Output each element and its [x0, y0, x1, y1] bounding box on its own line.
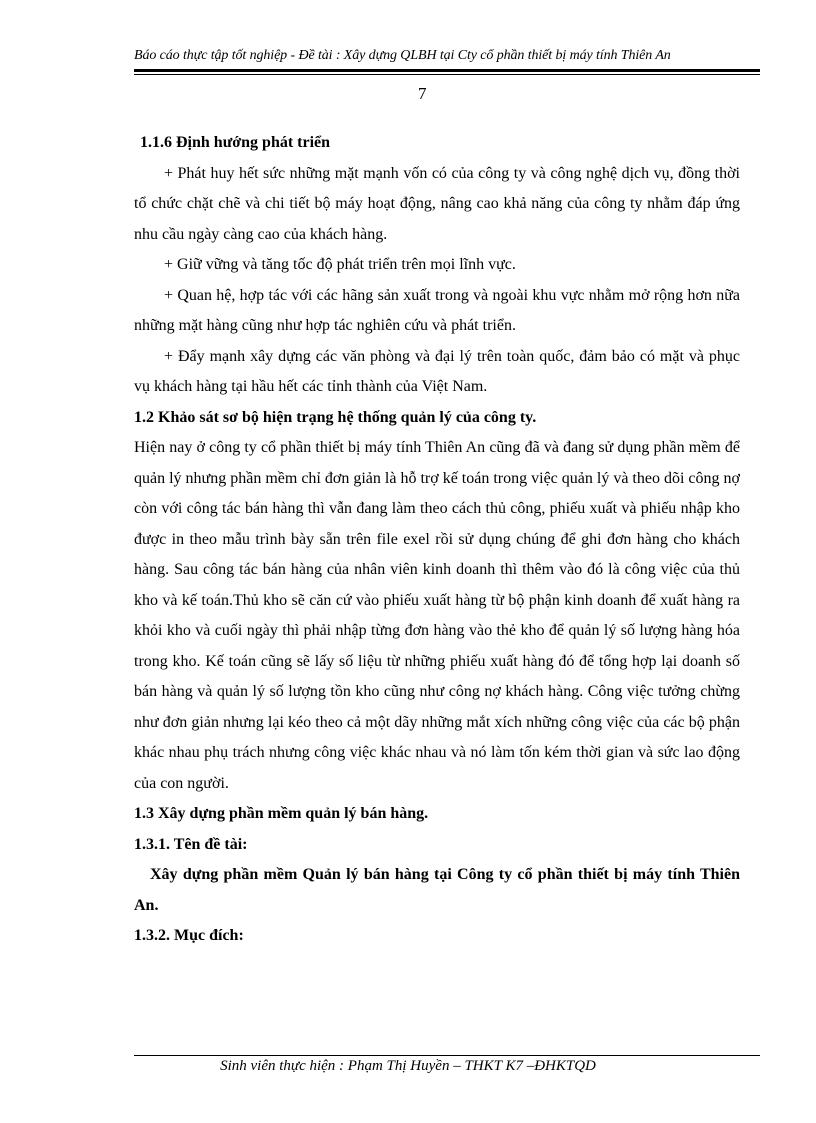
bullet-item: + Phát huy hết sức những mặt mạnh vốn có của công ty và công nghệ dịch vụ, đồng thời tổ chức chặt chẽ và chi tiết bộ máy hoạt động, nâng cao khả năng của công ty nhằm đáp ứng nhu cầu ngày càng cao của khách hàng.: [134, 164, 740, 243]
section-heading-1-1-6: 1.1.6 Định hướng phát triển: [140, 134, 331, 151]
subsection-heading-1-3-2: 1.3.2. Mục đích:: [134, 927, 244, 944]
section-heading-1-3: 1.3 Xây dựng phần mềm quản lý bán hàng.: [134, 805, 429, 822]
bullet-item: + Đẩy mạnh xây dựng các văn phòng và đại lý trên toàn quốc, đảm bảo có mặt và phục vụ khách hàng tại hầu hết các tỉnh thành của Việt Nam.: [134, 347, 740, 395]
project-title: Xây dựng phần mềm Quản lý bán hàng tại Công ty cổ phần thiết bị máy tính Thiên An.: [134, 866, 740, 914]
bullet-item: + Giữ vững và tăng tốc độ phát triển trên mọi lĩnh vực.: [164, 256, 516, 273]
header-rule-thin: [134, 74, 760, 75]
section-heading-1-2: 1.2 Khảo sát sơ bộ hiện trạng hệ thống quản lý của công ty.: [134, 408, 537, 426]
subsection-heading-1-3-1: 1.3.1. Tên đề tài:: [134, 835, 248, 853]
document-body: [134, 128, 740, 952]
footer-rule: [134, 1055, 760, 1056]
body-paragraph: Hiện nay ở công ty cổ phần thiết bị máy tính Thiên An cũng đã và đang sử dụng phần mềm để quản lý nhưng phần mềm chỉ đơn giản là hỗ trợ kế toán trong việc quản lý và theo dõi công nợ còn với công tác bán hàng thì vẫn đang làm theo cách thủ công, phiếu xuất và phiếu nhập kho được in theo mẫu trình bày sẵn trên file exel rồi sử dụng chúng để ghi đơn hàng cho khách hàng. Sau công tác bán hàng của nhân viên kinh doanh thì thêm vào đó là công việc của thủ kho và kế toán.Thủ kho sẽ căn cứ vào phiếu xuất hàng từ bộ phận kinh doanh để xuất hàng ra khỏi kho và cuối ngày thì phải nhập từng đơn hàng vào thẻ kho để quản lý số lượng hàng hóa trong kho. Kế toán cũng sẽ lấy số liệu từ những phiếu xuất hàng đó để tổng hợp lại doanh số bán hàng và quản lý số lượng tồn kho cũng như công nợ khách hàng. Công việc tưởng chừng như đơn giản nhưng lại kéo theo cả một dãy những mắt xích những công việc của các bộ phận khác nhau phụ trách nhưng công việc khác nhau và nó làm tốn kém thời gian và sức lao động của con người.: [134, 439, 740, 792]
running-header: Báo cáo thực tập tốt nghiệp - Đề tài : Xây dựng QLBH tại Cty cổ phần thiết bị máy tính Thiên An: [134, 48, 671, 63]
page-number: 7: [418, 84, 427, 103]
header-rule-thick: [134, 69, 760, 72]
running-footer: Sinh viên thực hiện : Phạm Thị Huyền – THKT K7 –ĐHKTQD: [220, 1058, 596, 1074]
bullet-item: + Quan hệ, hợp tác với các hãng sản xuất trong và ngoài khu vực nhằm mở rộng hơn nữa những mặt hàng cũng như hợp tác nghiên cứu và phát triển.: [134, 286, 740, 334]
